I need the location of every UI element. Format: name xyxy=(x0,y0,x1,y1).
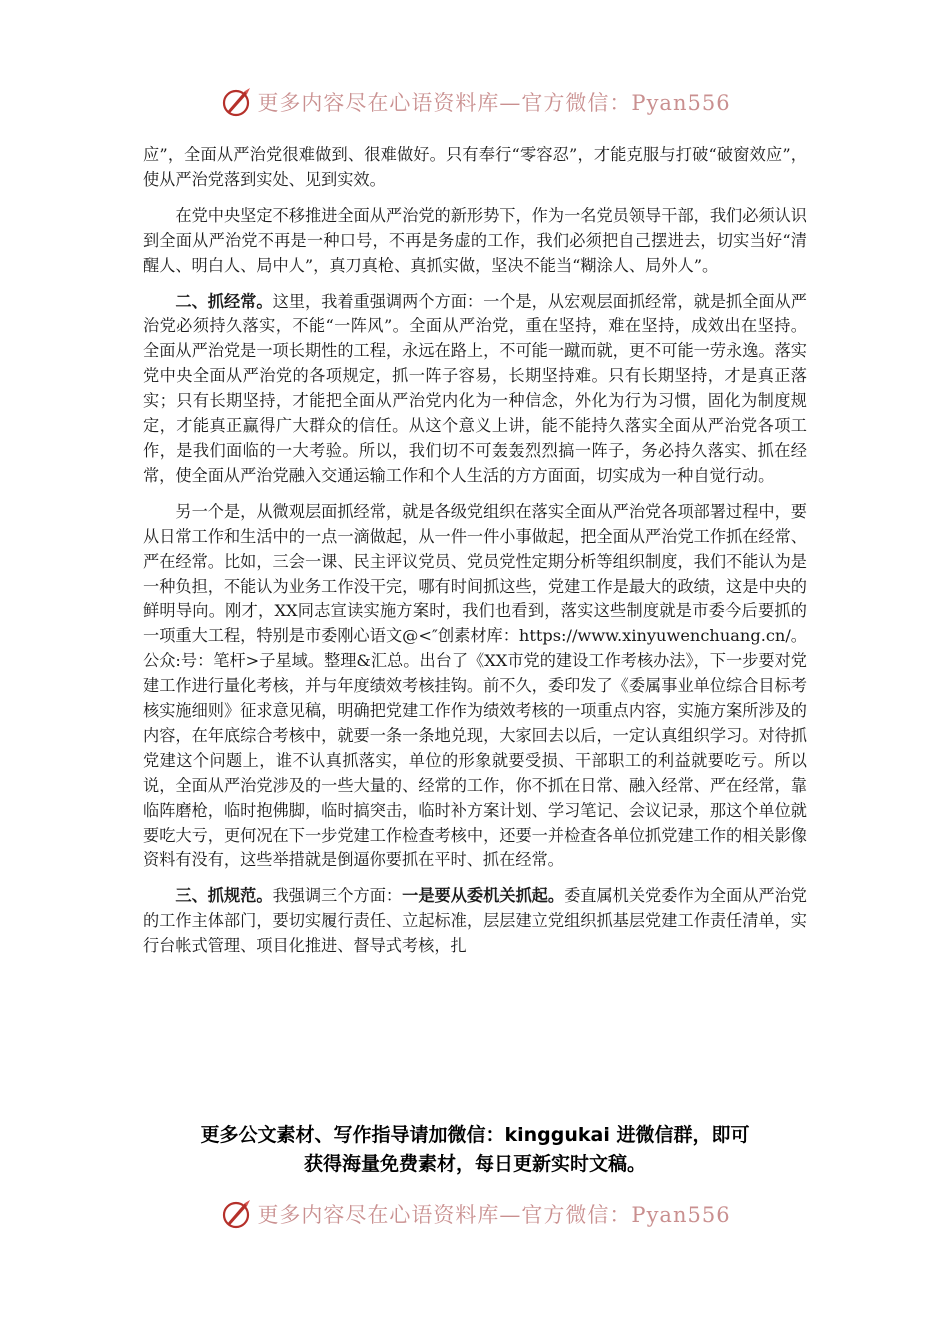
paragraph-text: 我强调三个方面： xyxy=(272,886,403,906)
quill-pen-logo-icon xyxy=(219,85,253,119)
header-banner-text: 更多内容尽在心语资料库—官方微信：Pyan556 xyxy=(257,91,731,115)
paragraph-text: 在党中央坚定不移推进全面从严治党的新形势下，作为一名党员领导干部，我们必须认识到全面从严治党不再是一种口号，不再是务虚的工作，我们必须把自己摆进去，切实当好“清醒人、明白人、局中人”，真刀真枪、真抓实做，坚决不能当“糊涂人、局外人”。 xyxy=(143,205,807,275)
promo-line-2: 获得海量免费素材，每日更新实时文稿。 xyxy=(303,1153,646,1175)
footer-banner-text: 更多内容尽在心语资料库—官方微信：Pyan556 xyxy=(257,1203,731,1227)
promo-line-1: 更多公文素材、写作指导请加微信：kinggukai 进微信群，即可 xyxy=(200,1124,750,1146)
paragraph-1 xyxy=(143,143,807,193)
document-body xyxy=(143,143,807,970)
paragraph-text: 这里，我着重强调两个方面：一个是，从宏观层面抓经常，就是抓全面从严治党必须持久落实，不能“一阵风”。全面从严治党，重在坚持，难在坚持，成效出在坚持。全面从严治党是一项长期性的工程，永远在路上，不可能一蹴而就，更不可能一劳永逸。落实党中央全面从严治党的各项规定，抓一阵子容易，长期坚持难。只有长期坚持，才是真正落实；只有长期坚持，才能把全面从严治党内化为一种信念，外化为行为习惯，固化为制度规定，才能真正赢得广大群众的信任。从这个意义上讲，能不能持久落实全面从严治党各项工作，是我们面临的一大考验。所以，我们切不可轰轰烈烈搞一阵子，务必持久落实、抓在经常，使全面从严治党融入交通运输工作和个人生活的方方面面，切实成为一种自觉行动。 xyxy=(143,291,807,485)
sub-heading-1: 一是要从委机关抓起。 xyxy=(402,886,565,906)
paragraph-text: 另一个是，从微观层面抓经常，就是各级党组织在落实全面从严治党各项部署过程中，要从日常工作和生活中的一点一滴做起，从一件一件小事做起，把全面从严治党工作抓在经常、严在经常。比如，三会一课、民主评议党员、党员党性定期分析等组织制度，我们不能认为是一种负担，不能认为业务工作没干完，哪有时间抓这些，党建工作是最大的政绩，这是中央的鲜明导向。刚才，XX同志宣读实施方案时，我们也看到，落实这些制度就是市委今后要抓的一项重大工程，特别是市委刚心语文@<″创素材库：https://www.xinyuwenchuang.cn/。公众:号：笔杆>子星域。整理&汇总。出台了《XX市党的建设工作考核办法》，下一步要对党建工作进行量化考核，并与年度绩效考核挂钩。前不久，委印发了《委属事业单位综合目标考核实施细则》征求意见稿，明确把党建工作作为绩效考核的一项重点内容，实施方案所涉及的内容，在年底综合考核中，就要一条一条地兑现，大家回去以后，一定认真组织学习。对待抓党建这个问题上，谁不认真抓落实，单位的形象就要受损、干部职工的利益就要吃亏。所以说，全面从严治党涉及的一些大量的、经常的工作，你不抓在日常、融入经常、严在经常，靠临阵磨枪，临时抱佛脚，临时搞突击，临时补方案计划、学习笔记、会议记录，那这个单位就要吃大亏，更何况在下一步党建工作检查考核中，还要一并检查各单位抓党建工作的相关影像资料有没有，这些举措就是倒逼你要抓在平时、抓在经常。 xyxy=(143,501,807,870)
section-heading-2: 二、抓经常。 xyxy=(175,291,273,311)
paragraph-4 xyxy=(143,500,807,874)
promo-notice xyxy=(143,1121,807,1179)
paragraph-text: 委直属机关党委作为全面从严治党的工作主体部门，要切实履行责任、立起标准，层层建立党组织抓基层党建工作责任清单，实行台帐式管理、项目化推进、督导式考核，扎 xyxy=(143,886,807,956)
paragraph-3 xyxy=(143,290,807,489)
section-heading-3: 三、抓规范。 xyxy=(175,886,273,906)
paragraph-2 xyxy=(143,204,807,279)
footer-banner xyxy=(0,1190,950,1238)
header-banner xyxy=(0,78,950,126)
paragraph-text: 应”，全面从严治党很难做到、很难做好。只有奉行“零容忍”，才能克服与打破“破窗效应”，使从严治党落到实处、见到实效。 xyxy=(143,145,807,189)
paragraph-5 xyxy=(143,884,807,959)
quill-pen-logo-icon xyxy=(219,1197,253,1231)
